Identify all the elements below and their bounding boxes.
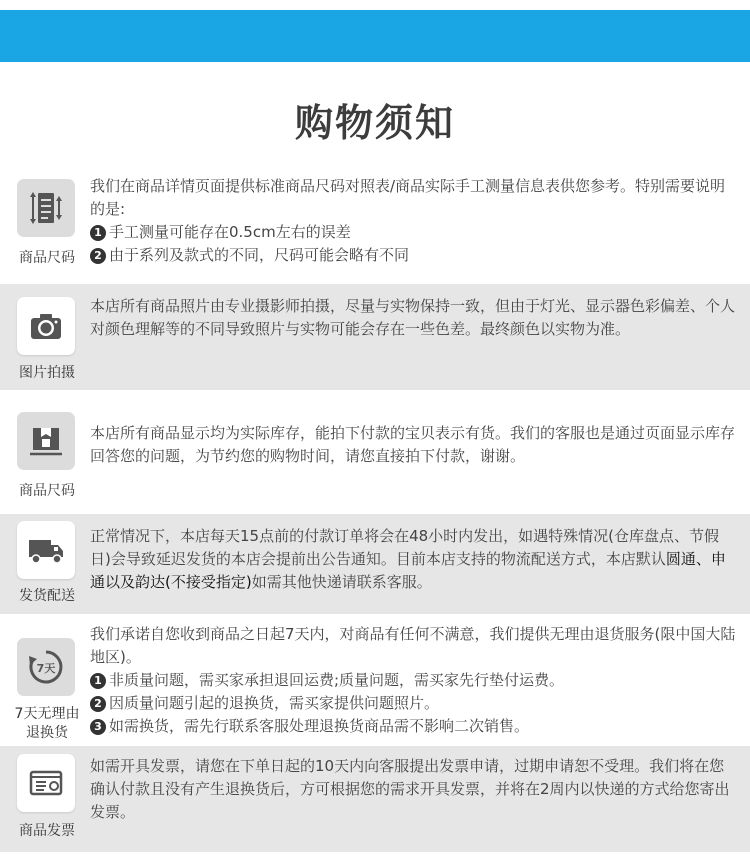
truck-icon [17,521,75,579]
list-item [90,221,738,244]
svg-text:7天: 7天 [36,662,56,675]
camera-icon [17,297,75,355]
list-item-text: 如需换货，需先行联系客服处理退换货商品需不影响二次销售。 [109,717,530,735]
courier-highlight: 圆通、申通以及韵达(不接受指定) [90,550,726,591]
section-intro: 我们在商品详情页面提供标准商品尺码对照表/商品实际手工测量信息表供您参考。特别需要说明的是: [90,177,726,218]
section-text [90,623,738,738]
ruler-doc-icon [17,179,75,237]
section-intro: 正常情况下，本店每天15点前的付款订单将会在48小时内发出，如遇特殊情况(仓库盘点、节假日)会导致延迟发货的本店会提前出公告通知。目前本店支持的物流配送方式，本店默认 [90,527,720,568]
section-intro: 我们承诺自您收到商品之日起7天内，对商品有任何不满意，我们提供无理由退货服务(限中国大陆地区)。 [90,625,736,666]
section-label-line2: 退换货 [26,725,68,741]
section-invoice [0,746,750,852]
section-shipping [0,514,750,614]
section-label: 发货配送 [19,588,75,604]
section-label: 图片拍摄 [19,365,75,381]
section-label: 商品尺码 [19,250,75,266]
section-label: 商品发票 [19,823,75,839]
section-text: 本店所有商品照片由专业摄影师拍摄，尽量与实物保持一致，但由于灯光、显示器色彩偏差、个人对颜色理解等的不同导致照片与实物可能会存在一些色差。最终颜色以实物为准。 [90,297,736,338]
number-badge: 1 [90,225,106,241]
section-text: 如需开具发票，请您在下单日起的10天内向客服提出发票申请，过期申请恕不受理。我们将在您确认付款且没有产生退换货后，方可根据您的需求开具发票，并将在2周内以快递的方式给您寄出发票。 [90,757,730,821]
package-icon [17,412,75,470]
number-badge: 3 [90,719,106,735]
section-text: 本店所有商品显示均为实际库存，能拍下付款的宝贝表示有货。我们的客服也是通过页面显示库存回答您的问题，为节约您的购物时间，请您直接拍下付款，谢谢。 [90,424,736,465]
section-label [6,705,88,743]
list-item [90,244,738,267]
seven-day-return-icon [17,638,75,696]
invoice-icon [17,754,75,812]
section-outro: 如需其他快递请联系客服。 [251,573,432,591]
section-text [90,525,738,594]
section-label-line1: 7天无理由 [14,706,80,722]
list-item-text: 因质量问题引起的退换货，需买家提供问题照片。 [109,694,440,712]
number-badge: 1 [90,673,106,689]
list-item [90,715,738,738]
list-item-text: 手工测量可能存在0.5cm左右的误差 [109,223,351,241]
section-photos [0,284,750,390]
section-size [0,165,750,277]
top-banner [0,10,750,62]
number-badge: 2 [90,248,106,264]
section-returns [0,618,750,744]
section-text [90,175,738,267]
page-title: 购物须知 [294,101,455,145]
number-badge: 2 [90,696,106,712]
section-stock [0,398,750,508]
list-item [90,692,738,715]
list-item [90,669,738,692]
list-item-text: 非质量问题，需买家承担退回运费;质量问题，需买家先行垫付运费。 [109,671,565,689]
list-item-text: 由于系列及款式的不同，尺码可能会略有不同 [109,246,410,264]
section-label: 商品尺码 [19,483,75,499]
